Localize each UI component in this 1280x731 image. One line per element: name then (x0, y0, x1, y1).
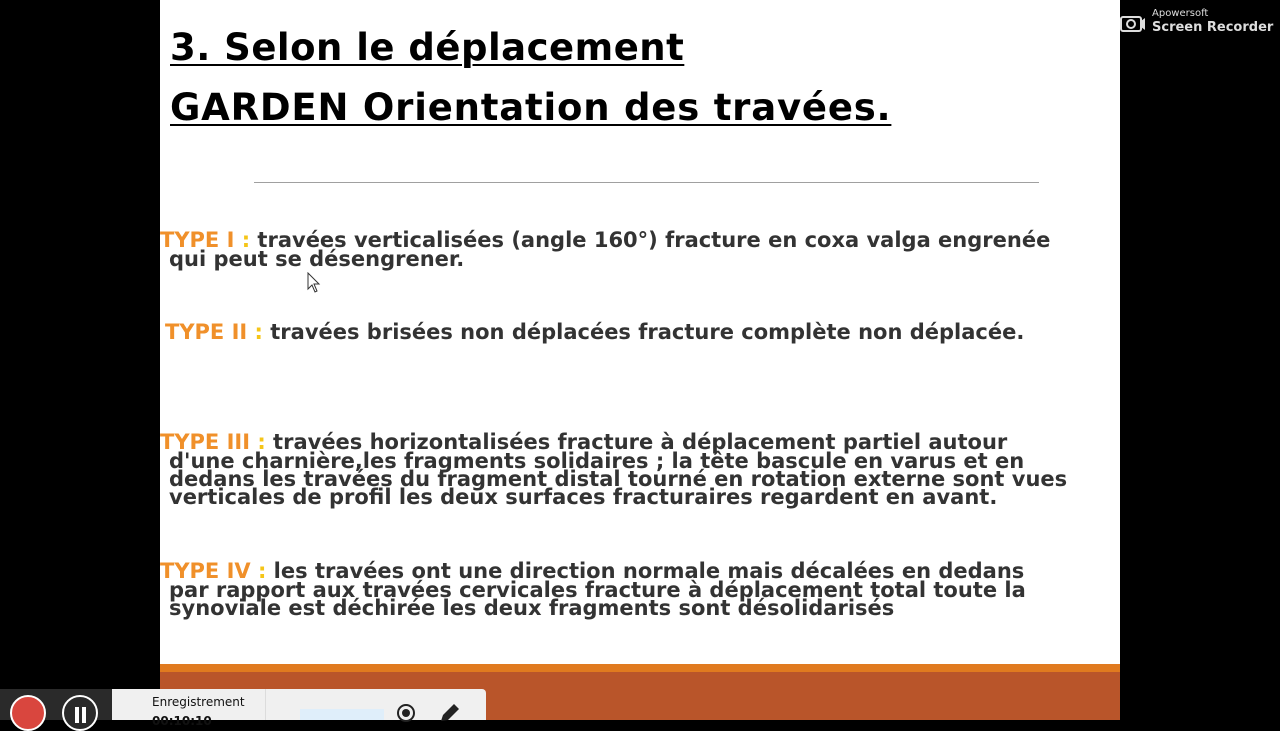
slide-title-line-2: GARDEN Orientation des travées. (170, 86, 892, 129)
type-label: TYPE I (160, 228, 235, 252)
recording-status-label: Enregistrement (152, 695, 245, 709)
type-2-paragraph (160, 322, 1120, 342)
type-label: TYPE IV (160, 559, 251, 583)
paragraph-line: d'une charnière,les fragments solidaires ; la tête bascule en varus et en (169, 449, 1025, 473)
type-colon: : (247, 320, 263, 344)
watermark-brand: Apowersoft (1152, 8, 1209, 19)
toolbar-divider (265, 689, 266, 720)
slide-title-line-1: 3. Selon le déplacement (170, 26, 685, 69)
recording-preview[interactable] (300, 709, 384, 720)
paragraph-line: qui peut se désengrener. (169, 247, 465, 271)
recording-toolbar (0, 689, 486, 728)
camera-icon[interactable] (394, 703, 418, 723)
pen-icon[interactable] (438, 703, 462, 723)
title-divider (254, 182, 1039, 183)
pause-icon[interactable] (62, 695, 98, 731)
recording-controls (0, 689, 112, 720)
stop-record-icon[interactable] (10, 695, 46, 731)
type-colon: : (250, 430, 266, 454)
recording-timer: 00:10:10 (152, 714, 212, 728)
presentation-slide (160, 0, 1120, 720)
type-4-paragraph (160, 559, 1120, 620)
paragraph-line: les travées ont une direction normale mais décalées en dedans (266, 559, 1025, 583)
type-1-paragraph (160, 228, 1120, 271)
paragraph-line: verticales de profil les deux surfaces fracturaires regardent en avant. (169, 485, 998, 509)
paragraph-line: travées horizontalisées fracture à déplacement partiel autour (265, 430, 1008, 454)
type-colon: : (250, 559, 267, 583)
paragraph-line: travées brisées non déplacées fracture complète non déplacée. (262, 320, 1025, 344)
mouse-pointer-icon (307, 272, 321, 294)
camera-icon (1120, 12, 1146, 36)
type-label: TYPE III (160, 430, 251, 454)
paragraph-line: par rapport aux travées cervicales fracture à déplacement total toute la (169, 578, 1026, 602)
paragraph-line: dedans les travées du fragment distal tourné en rotation externe sont vues (169, 467, 1068, 491)
watermark-product: Screen Recorder (1152, 20, 1274, 35)
type-3-paragraph (160, 430, 1120, 509)
paragraph-line: synoviale est déchirée les deux fragments sont désolidarisés (169, 596, 895, 620)
paragraph-line: travées verticalisées (angle 160°) fracture en coxa valga engrenée (250, 228, 1051, 252)
slide-footer-stripe (160, 664, 1120, 672)
type-colon: : (234, 228, 251, 252)
type-label: TYPE II (165, 320, 248, 344)
recorder-watermark (1118, 8, 1278, 38)
